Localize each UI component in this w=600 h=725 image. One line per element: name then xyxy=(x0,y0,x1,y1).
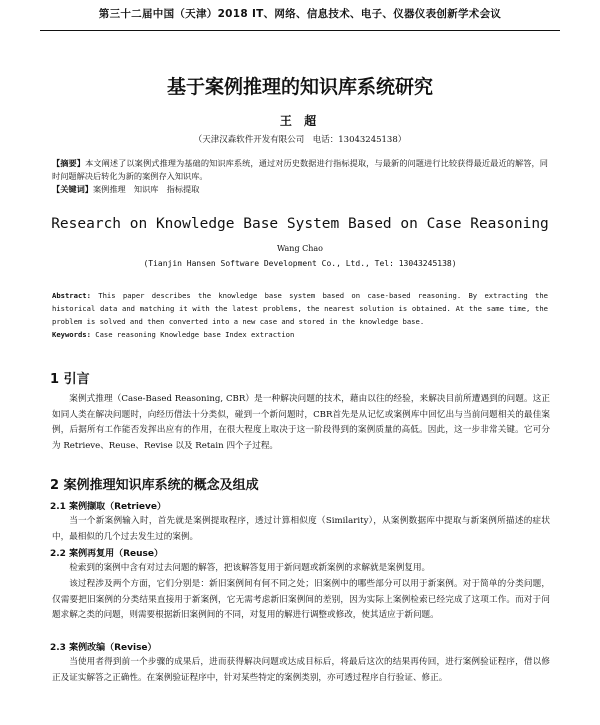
abstract-en xyxy=(52,289,548,328)
affiliation-cn: （天津汉森软件开发有限公司 电话：13043245138） xyxy=(193,135,407,145)
subsection-heading-2-3: 2.3 案例改编（Revise） xyxy=(50,643,157,653)
abstract-label-en: Abstract: xyxy=(52,291,91,300)
keywords-label-en: Keywords: xyxy=(52,330,91,339)
running-header: 第三十二届中国（天津）2018 IT、网络、信息技术、电子、仪器仪表创新学术会议 xyxy=(98,8,502,20)
abstract-text-en: This paper describes the knowledge base system based on case-based reasoning. By extracting the historical data and matching it with the latest problems, the nearest solution is obtained. At the same time, the problem is solved and then converted into a new case and stored in the knowledge base. xyxy=(52,291,548,326)
abstract-text-cn: 本文阐述了以案例式推理为基础的知识库系统，通过对历史数据进行指标提取，与最新的问题进行比较获得最近最近的解答，同时问题解决后转化为新的案例存入知识库。 xyxy=(52,158,548,181)
subsection-2-1-paragraph: 当一个新案例输入时，首先就是案例提取程序，透过计算相似度（Similarity），从案例数据库中提取与新案例所描述的症状中，最相似的几个过去发生过的案例。 xyxy=(52,516,550,542)
section-heading-1: 1 引言 xyxy=(50,372,90,387)
subsection-heading-2-1: 2.1 案例撷取（Retrieve） xyxy=(50,502,167,512)
section-1-paragraph: 案例式推理（Case-Based Reasoning, CBR）是一种解决问题的技术，藉由以往的经验，来解决目前所遭遇到的问题。这正如同人类在解决问题时，向经历借法十分类似，碰到一个新问题时，CBR首先是从记忆或案例库中回忆出与当前问题相关的最佳案例，后据所有工作能否发挥出应有的作用，在很大程度上取决于这一阶段得到的案例质量的高低。因此，这一步非常关键。它可分为 Retrieve、Reuse、Revise 以及 Retain 四个子过程。 xyxy=(52,394,550,451)
section-heading-2: 2 案例推理知识库系统的概念及组成 xyxy=(50,478,259,493)
subsection-2-3-paragraph: 当使用者得到前一个步骤的成果后，进而获得解决问题或达成目标后，将最后这次的结果再传回，进行案例验证程序，借以修正及证实解答之正确性。在案例验证程序中，针对某些特定的案例类别，亦可透过程序自行验证、修正。 xyxy=(52,657,550,683)
subsection-2-2-paragraph-1: 检索到的案例中含有对过去问题的解答，把该解答复用于新问题或新案例的求解就是案例复用。 xyxy=(69,563,431,573)
paper-title-cn: 基于案例推理的知识库系统研究 xyxy=(166,76,433,98)
keywords-en xyxy=(52,330,548,339)
author-cn: 王 超 xyxy=(279,114,321,128)
keywords-label-cn: 【关键词】 xyxy=(52,184,93,194)
keywords-cn xyxy=(52,184,548,195)
keywords-text-cn: 案例推理 知识库 指标提取 xyxy=(92,184,200,194)
affiliation-en: (Tianjin Hansen Software Development Co., Ltd., Tel: 13043245138) xyxy=(143,259,457,268)
subsection-2-2-paragraph-2: 该过程涉及两个方面，它们分别是：新旧案例间有何不同之处；旧案例中的哪些部分可以用于新案例。对于简单的分类问题，仅需要把旧案例的分类结果直接用于新案例，它无需考虑新旧案例间的差别，因为实际上案例检索已经完成了这项工作。而对于问题求解之类的问题，则需要根据新旧案例间的不同，对复用的解进行调整或修改，使其适应于新问题。 xyxy=(52,579,550,620)
abstract-label-cn: 【摘要】 xyxy=(52,158,86,168)
paper-title-en: Research on Knowledge Base System Based on Case Reasoning xyxy=(51,216,549,232)
author-en: Wang Chao xyxy=(277,244,323,253)
abstract-cn xyxy=(52,157,548,183)
header-rule xyxy=(40,30,560,31)
subsection-heading-2-2: 2.2 案例再复用（Reuse） xyxy=(50,549,163,559)
keywords-text-en: Case reasoning Knowledge base Index extraction xyxy=(90,330,295,339)
